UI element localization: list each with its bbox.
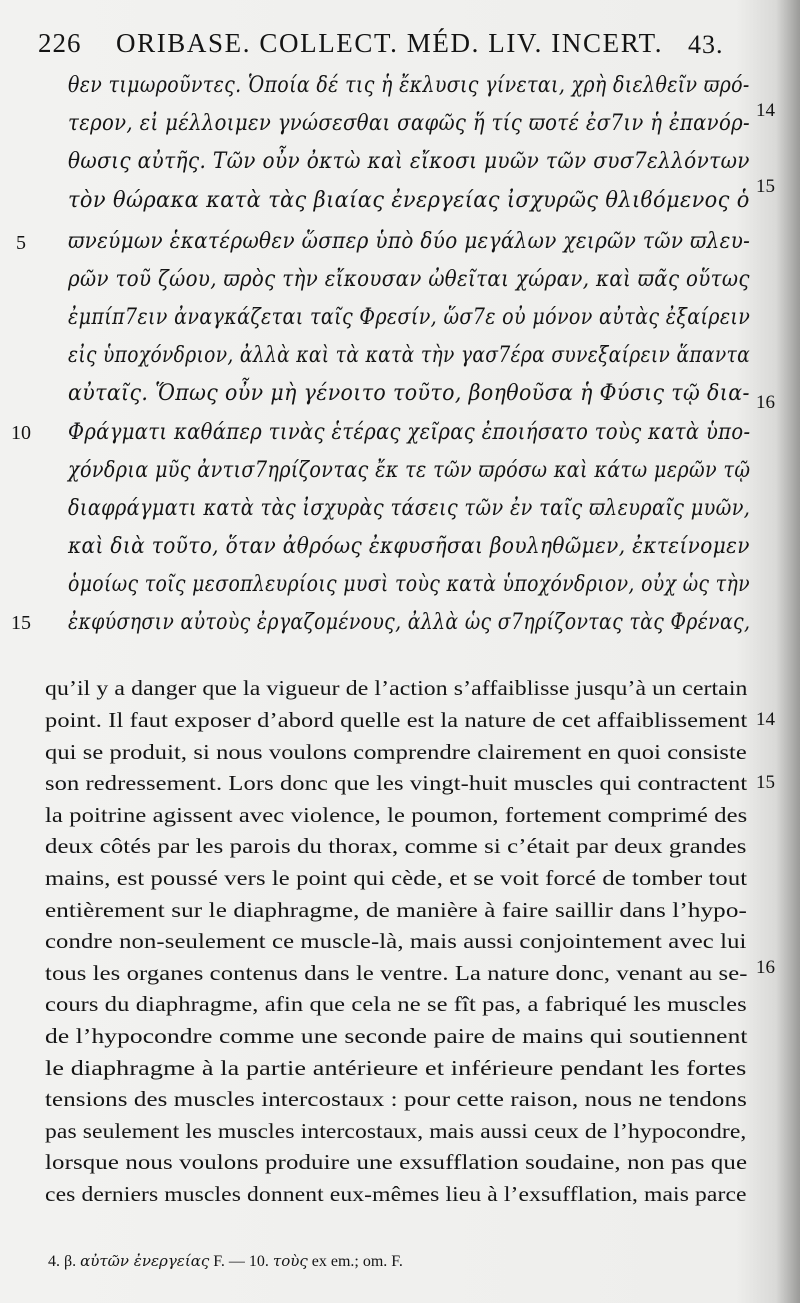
greek-line: ρῶν τοῦ ζώου, ϖρὸς τὴν εἴκουσαν ὠθεῖται χώραν, καὶ ϖᾶς οὕτως [68, 266, 750, 292]
french-line: condre non-seulement ce muscle-là, mais aussi conjointement avec lui [45, 929, 747, 953]
french-line: deux côtés par les parois du thorax, comme si c’était par deux grandes [45, 834, 747, 858]
french-line: entièrement sur le diaphragme, de manière à faire saillir dans l’hypo- [45, 898, 747, 922]
margin-ref-15: 15 [756, 772, 775, 793]
french-line: qu’il y a danger que la vigueur de l’action s’affaiblisse jusqu’à un certain [45, 676, 748, 700]
greek-line: χόνδρια μῦς ἀντισ7ηρίζοντας ἔκ τε τῶν ϖρόσω καὶ κάτω μερῶν τῷ [68, 457, 751, 483]
greek-line: καὶ διὰ τοῦτο, ὅταν ἀθρόως ἐκφυσῆσαι βουληθῶμεν, ἐκτείνομεν [68, 533, 750, 559]
line-number-5: 5 [16, 232, 26, 254]
greek-line: Φράγματι καθάπερ τινὰς ἑτέρας χεῖρας ἐποιήσατο τοὺς κατὰ ὑπο- [68, 419, 751, 445]
french-line: mains, est poussé vers le point qui cède, et se voit forcé de tomber tout [45, 866, 748, 890]
greek-line: ὁμοίως τοῖς μεσοπλευρίοις μυσὶ τοὺς κατὰ ὑποχόνδριον, οὐχ ὡς τὴν [68, 571, 750, 597]
margin-ref-16: 16 [756, 957, 775, 978]
french-line: lorsque nous voulons produire une exsufflation soudaine, non pas que [45, 1150, 748, 1174]
greek-line: θεν τιμωροῦντες. Ὁποία δέ τις ἡ ἔκλυσις γίνεται, χρὴ διελθεῖν ϖρό- [68, 72, 750, 98]
french-line: tensions des muscles intercostaux : pour cette raison, nous ne tendons [45, 1087, 747, 1111]
margin-ref-14: 14 [756, 100, 775, 121]
greek-line: τὸν θώρακα κατὰ τὰς βιαίας ἐνεργείας ἰσχυρῶς θλιϐόμενος ὁ [68, 187, 750, 213]
chapter-number: 43. [688, 30, 724, 59]
greek-line: τερον, εἰ μέλλοιμεν γνώσεσθαι σαφῶς ἥ τίς ϖοτέ ἐσ7ιν ἡ ἐπανόρ- [68, 110, 750, 136]
french-line: pas seulement les muscles intercostaux, mais aussi ceux de l’hypocondre, [45, 1119, 747, 1143]
footnote-greek: τοὺς [272, 1252, 308, 1270]
footnote-ref: 4. β. [48, 1253, 77, 1270]
greek-line: ἐμπίπ7ειν ἀναγκάζεται ταῖς Φρεσίν, ὥσ7ε οὐ μόνον αὐτὰς ἐξαίρειν [68, 304, 751, 330]
footnote-text: F. — 10. [213, 1253, 269, 1270]
running-title: ORIBASE. COLLECT. MÉD. LIV. INCERT. [116, 28, 664, 58]
footnote-greek: αὐτῶν ἐνεργείας [80, 1252, 210, 1270]
critical-apparatus-footnote [48, 1252, 403, 1271]
french-line: ces derniers muscles donnent eux-mêmes lieu à l’exsufflation, mais parce [45, 1182, 747, 1206]
french-line: qui se produit, si nous voulons comprendre clairement en quoi consiste [45, 740, 747, 764]
footnote-text: ex em.; om. F. [311, 1253, 403, 1270]
greek-line: ἐκφύσησιν αὐτοὺς ἐργαζομένους, ἀλλὰ ὡς σ7ηρίζοντας τὰς Φρένας, [68, 609, 751, 635]
greek-line: διαφράγματι κατὰ τὰς ἰσχυρὰς τάσεις τῶν ἐν ταῖς ϖλευραῖς μυῶν, [68, 495, 751, 521]
french-line: de l’hypocondre comme une seconde paire de mains qui soutiennent [45, 1024, 748, 1048]
margin-ref-14: 14 [756, 709, 775, 730]
french-line: son redressement. Lors donc que les vingt-huit muscles qui contractent [45, 771, 748, 795]
french-line: tous les organes contenus dans le ventre. La nature donc, venant au se- [45, 961, 748, 985]
greek-line: ϖνεύμων ἑκατέρωθεν ὥσπερ ὑπὸ δύο μεγάλων χειρῶν τῶν ϖλευ- [68, 228, 751, 254]
line-number-15: 15 [11, 612, 31, 634]
french-line: le diaphragme à la partie antérieure et inférieure pendant les fortes [45, 1056, 747, 1080]
line-number-10: 10 [11, 422, 31, 444]
running-header [38, 22, 758, 62]
french-line: la poitrine agissent avec violence, le poumon, fortement comprimé des [45, 803, 748, 827]
greek-line: εἰς ὑποχόνδριον, ἀλλὰ καὶ τὰ κατὰ τὴν γασ7έρα συνεξαίρειν ἅπαντα [68, 342, 751, 368]
greek-line: θωσις αὐτῆς. Τῶν οὖν ὀκτὼ καὶ εἴκοσι μυῶν τῶν συσ7ελλόντων [68, 148, 750, 174]
margin-ref-16: 16 [756, 392, 775, 413]
margin-ref-15: 15 [756, 176, 775, 197]
french-line: point. Il faut exposer d’abord quelle est la nature de cet affaiblissement [45, 708, 748, 732]
greek-line: αὐταῖς. Ὅπως οὖν μὴ γένοιτο τοῦτο, βοηθοῦσα ἡ Φύσις τῷ δια- [68, 380, 750, 406]
page-number: 226 [38, 28, 82, 58]
french-line: cours du diaphragme, afin que cela ne se fît pas, a fabriqué les muscles [45, 992, 747, 1016]
